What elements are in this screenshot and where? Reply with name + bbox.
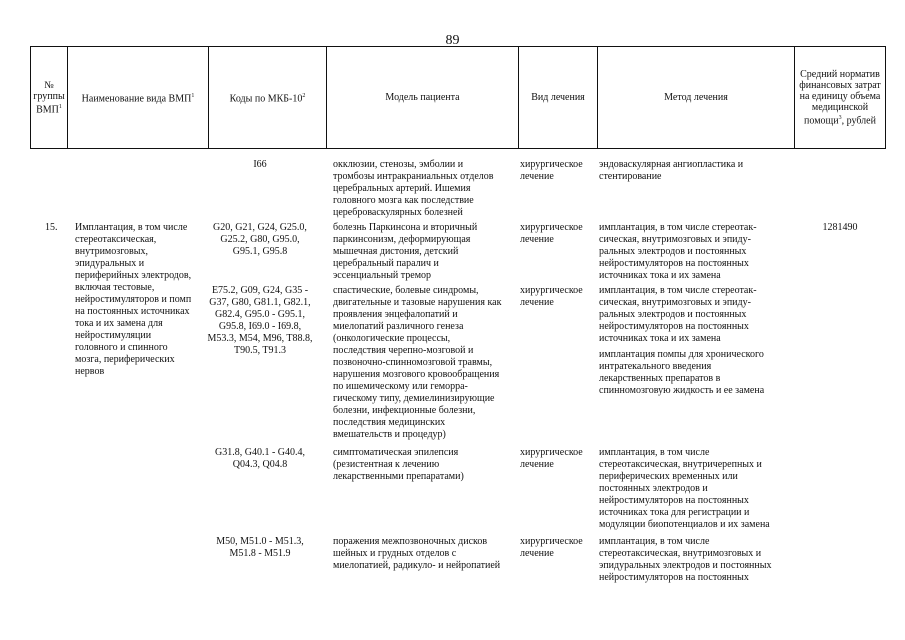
treatment-type-cell: хирургическое лечение (520, 285, 583, 308)
icd-code-cell: G31.8, G40.1 - G40.4, Q04.3, Q04.8 (215, 447, 305, 470)
treatment-method-cell: имплантация помпы для хронического интратекального введения лекарственных препаратов в спинномозговую жидкость и ее замена (599, 349, 765, 396)
header-vmp-name: Наименование вида ВМП$^1$ (81, 92, 195, 105)
treatment-method-cell: имплантация, в том числе стереотак- сическая, внутримозговых и эпиду- ральных электродов и постоянных нейростимуляторов на постоянных источниках тока и их замена (599, 222, 757, 281)
treatment-method-cell: имплантация, в том числе стереотак- сическая, внутримозговых и эпиду- ральных электродов и постоянных нейростимуляторов на постоянных источниках тока и их замена (599, 285, 757, 344)
treatment-type-cell: хирургическое лечение (520, 447, 583, 470)
group-number: 15. (45, 222, 58, 233)
icd-code-cell: G20, G21, G24, G25.0, G25.2, G80, G95.0, G95.1, G95.8 (213, 222, 307, 257)
patient-model-cell: симптоматическая эпилепсия (резистентная к лечению лекарственными препаратами) (333, 447, 464, 482)
icd-code-cell: E75.2, G09, G24, G35 - G37, G80, G81.1, G82.1, G82.4, G95.0 - G95.1, G95.8, I69.0 - I69.8, M53.3, M54, M96, T88.8, T90.5, T91.3 (207, 285, 313, 356)
header-divider (30, 46, 31, 149)
header-icd-codes: Коды по МКБ-$10^2$ (229, 92, 306, 105)
icd-code-cell: M50, M51.0 - M51.3, M51.8 - M51.9 (216, 536, 304, 559)
vmp-name-cell: Имплантация, в том числе стереотаксическая, внутримозговых, эпидуральных и периферийных электродов, включая тестовые, нейростимуляторов и помп на постоянных источниках тока и их замена для нейростимуляции головного и спинного мозга, периферических нервов (75, 222, 192, 377)
patient-model-cell: поражения межпозвоночных дисков шейных и грудных отделов с миелопатией, радикуло- и нейропатией (333, 536, 501, 571)
treatment-type-cell: хирургическое лечение (520, 159, 583, 182)
header-treatment-type: Вид лечения (531, 92, 585, 103)
patient-model-cell: спастические, болевые синдромы, двигательные и тазовые нарушения как проявления энцефалопатий и миелопатий различного генеза (онкологические процессы, последствия черепно-мозговой и позвоночно-спинномозговой травмы, нарушения мозгового кровообращения по ишемическому или геморра- гическому типу, демиелинизирующие болезни, инфекционные болезни, последствия медицинских вмешательств и процедур) (333, 285, 502, 440)
average-cost-cell: 1281490 (822, 222, 858, 233)
treatment-method-cell: имплантация, в том числе стереотаксическая, внутримозговых и эпидуральных электродов и постоянных нейростимуляторов на постоянных (599, 536, 772, 583)
header-patient-model: Модель пациента (385, 92, 460, 103)
header-treatment-method: Метод лечения (664, 92, 728, 103)
treatment-type-cell: хирургическое лечение (520, 536, 583, 559)
patient-model-cell: окклюзии, стенозы, эмболии и тромбозы интракраниальных отделов церебральных артерий. Ишемия головного мозга как последствие цереброваскулярных болезней (333, 159, 494, 218)
header-average-cost: Средний норматив финансовых затрат на единицу объема медицинской помощи$^3$, рублей (799, 68, 881, 127)
table-header (30, 46, 886, 149)
treatment-method-cell: имплантация, в том числе стереотаксическая, внутричерепных и периферических временных или постоянных электродов и нейростимуляторов на постоянных источниках тока для регистрации и модуляции биопотенциалов и их замена (599, 447, 770, 530)
icd-code-cell: I66 (253, 159, 267, 170)
treatment-type-cell: хирургическое лечение (520, 222, 583, 245)
treatment-method-cell: эндоваскулярная ангиопластика и стентирование (599, 159, 744, 182)
header-group-no: № группы ВМП$^1$ (33, 79, 65, 116)
patient-model-cell: болезнь Паркинсона и вторичный паркинсонизм, деформирующая мышечная дистония, детский церебральный паралич и эссенциальный тремор (333, 222, 478, 281)
page-number: 89 (445, 33, 460, 48)
header-divider (885, 46, 886, 149)
